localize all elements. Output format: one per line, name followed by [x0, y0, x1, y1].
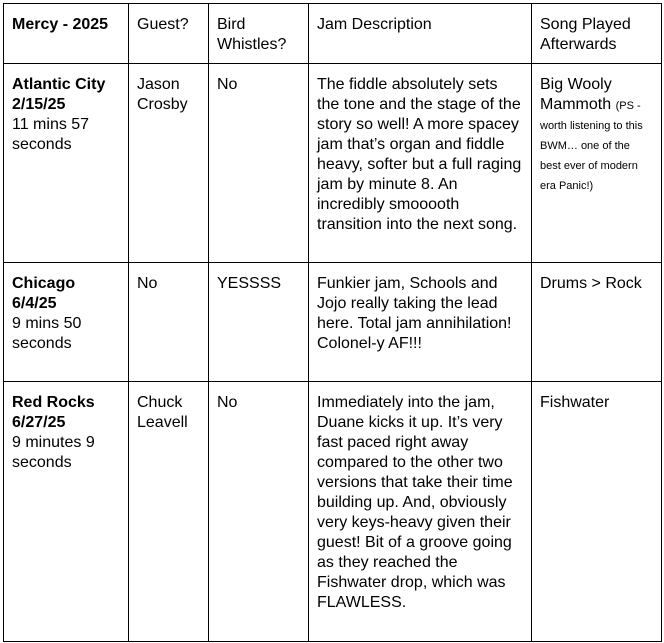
- guest-value: Chuck Leavell: [137, 394, 188, 431]
- guest-cell: [129, 382, 209, 642]
- show-cell: [4, 263, 129, 382]
- bird-whistles-cell: [209, 64, 309, 263]
- bird-whistles-value: YESSSS: [217, 275, 282, 292]
- header-guest: Guest?: [137, 16, 189, 33]
- show-date: 6/4/25: [12, 295, 57, 312]
- song-after-title: Fishwater: [540, 394, 610, 411]
- table-row: [4, 64, 662, 263]
- show-date: 2/15/25: [12, 96, 66, 113]
- jam-description-cell: [309, 382, 532, 642]
- venue: Chicago: [12, 275, 76, 292]
- header-song-played-afterwards-cell: [532, 4, 662, 64]
- song-after-cell: [532, 382, 662, 642]
- header-bird-whistles: Bird Whistles?: [217, 16, 287, 53]
- header-jam-description: Jam Description: [317, 16, 432, 33]
- show-cell: [4, 64, 129, 263]
- song-after-cell: [532, 263, 662, 382]
- table-row: [4, 382, 662, 642]
- song-after-cell: [532, 64, 662, 263]
- venue: Red Rocks: [12, 394, 95, 411]
- header-row: [4, 4, 662, 64]
- header-guest-cell: [129, 4, 209, 64]
- header-bird-whistles-cell: [209, 4, 309, 64]
- header-show-cell: [4, 4, 129, 64]
- bird-whistles-value: No: [217, 76, 238, 93]
- jam-duration: 9 mins 50 seconds: [12, 315, 82, 352]
- jam-duration: 9 minutes 9 seconds: [12, 434, 95, 471]
- jam-description-cell: [309, 263, 532, 382]
- bird-whistles-value: No: [217, 394, 238, 411]
- jam-comparison-table: [3, 3, 662, 642]
- show-date: 6/27/25: [12, 414, 66, 431]
- jam-description-text: The fiddle absolutely sets the tone and the stage of the story so well! A more spacey jam that’s organ and fiddle heavy, softer but a full raging jam by minute 8. An incredibly smooooth transition into the next song.: [317, 76, 522, 233]
- table-row: [4, 263, 662, 382]
- bird-whistles-cell: [209, 263, 309, 382]
- guest-cell: [129, 263, 209, 382]
- song-after-note: (PS - worth listening to this BWM… one of the best ever of modern era Panic!): [540, 100, 643, 192]
- jam-description-text: Immediately into the jam, Duane kicks it up. It’s very fast paced right away compared to the other two versions that take their time building up. And, obviously very keys-heavy given their guest! Bit of a groove going as they reached the Fishwater drop, which was FLAWLESS.: [317, 394, 513, 611]
- header-jam-description-cell: [309, 4, 532, 64]
- song-after-title: Big Wooly Mammoth: [540, 76, 612, 113]
- show-cell: [4, 382, 129, 642]
- guest-value: Jason Crosby: [137, 76, 188, 113]
- jam-description-text: Funkier jam, Schools and Jojo really taking the lead here. Total jam annihilation! Colonel-y AF!!!: [317, 275, 512, 352]
- guest-cell: [129, 64, 209, 263]
- venue: Atlantic City: [12, 76, 106, 93]
- bird-whistles-cell: [209, 382, 309, 642]
- header-song-played-afterwards: Song Played Afterwards: [540, 16, 631, 53]
- guest-value: No: [137, 275, 158, 292]
- jam-description-cell: [309, 64, 532, 263]
- song-after-title: Drums > Rock: [540, 275, 642, 292]
- header-show: Mercy - 2025: [12, 16, 109, 33]
- jam-duration: 11 mins 57 seconds: [12, 116, 90, 153]
